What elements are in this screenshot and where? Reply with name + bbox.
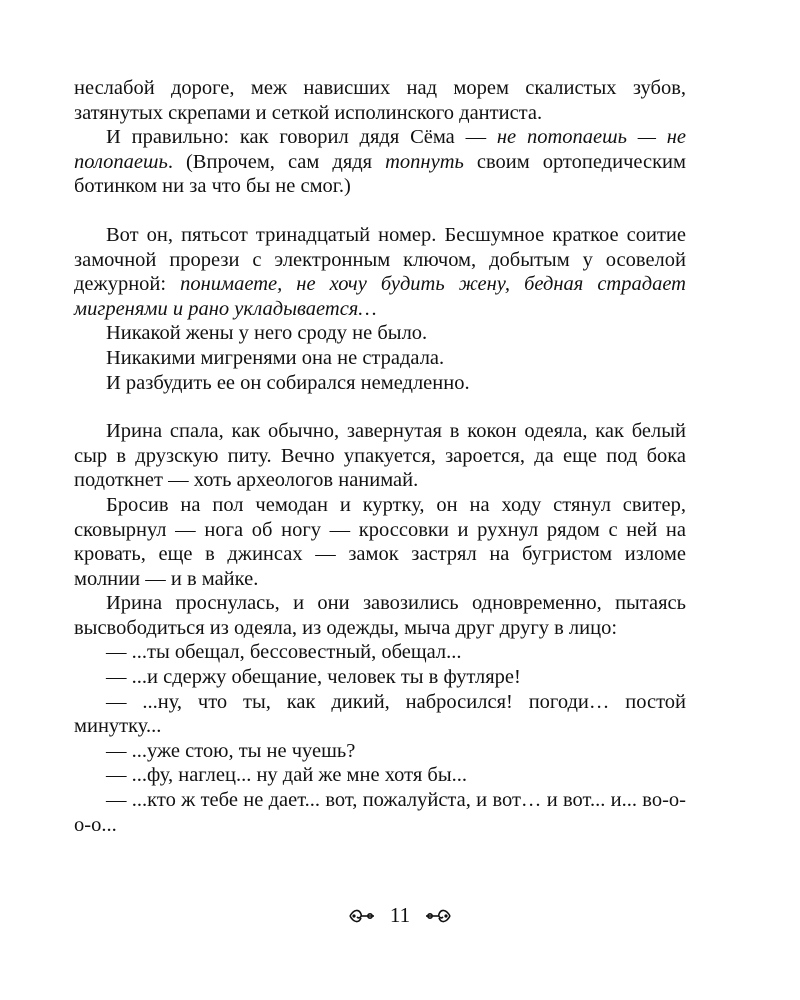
paragraph — [74, 321, 686, 346]
text-run: — ...фу, наглец... ну дай же мне хотя бы... — [106, 764, 467, 787]
paragraph — [74, 346, 686, 371]
text-run: Вот он, пятьсот тринадцатый номер. Бесшумное краткое соитие замочной прорези с электронным ключом, добытым у осовелой дежурной: — [74, 223, 686, 296]
paragraph — [74, 371, 686, 396]
text-run: И правильно: как говорил дядя Сёма — — [106, 126, 497, 149]
text-run: Бросив на пол чемодан и куртку, он на ходу стянул свитер, сковырнул — нога об ногу — кроссовки и рухнул рядом с ней на кровать, еще в джинсах — замок застрял на бугристом изломе молнии — и в майке. — [74, 493, 686, 590]
italic-text: понимаете, не хочу будить жену, бедная страдает мигренями и рано укладывается… — [74, 273, 686, 320]
paragraph — [74, 640, 686, 665]
italic-text: не потопаешь — не полопаешь — [74, 126, 686, 173]
fleuron-left-icon — [348, 906, 376, 926]
text-run: — ...ты обещал, бессовестный, обещал... — [106, 641, 462, 664]
text-run: И разбудить ее он собирался немедленно. — [106, 371, 470, 394]
text-run: — ...кто ж тебе не дает... вот, пожалуйста, и вот… и вот... и... во-о-о-о... — [74, 789, 686, 836]
paragraph — [74, 419, 686, 493]
body-text — [74, 76, 686, 837]
text-run: — ...ну, что ты, как дикий, набросился! погоди… постой минутку... — [74, 690, 686, 738]
paragraph — [74, 739, 686, 764]
paragraph — [74, 223, 686, 321]
text-run: — ...уже стою, ты не чуешь? — [106, 739, 356, 762]
text-run: Ирина проснулась, и они завозились одновременно, пытаясь высвободиться из одеяла, из одежды, мыча друг другу в лицо: — [74, 592, 686, 639]
paragraph — [74, 665, 686, 690]
text-run: — ...и сдержу обещание, человек ты в футляре! — [106, 666, 521, 689]
paragraph — [74, 690, 686, 739]
paragraph — [74, 788, 686, 837]
text-run: Никакими мигренями она не страдала. — [106, 346, 445, 369]
fleuron-right-icon — [424, 906, 452, 926]
text-run: . (Впрочем, сам дядя — [167, 150, 386, 173]
paragraph — [74, 493, 686, 591]
paragraph-gap — [74, 199, 686, 223]
text-run: неслабой дороге, меж нависших над морем скалистых зубов, затянутых скрепами и сеткой исполинского дантиста. — [74, 77, 686, 124]
page-number: 11 — [389, 903, 411, 927]
page-footer — [0, 903, 800, 928]
paragraph-gap — [74, 395, 686, 419]
italic-text: топнуть — [385, 150, 464, 173]
paragraph — [74, 76, 686, 125]
text-run: Ирина спала, как обычно, завернутая в кокон одеяла, как белый сыр в друзскую питу. Вечно упакуется, зароется, да еще под бока подоткнет — хоть археологов нанимай. — [74, 420, 686, 492]
text-run: своим ортопедическим ботинком ни за что бы не смог.) — [74, 150, 686, 198]
paragraph — [74, 125, 686, 199]
paragraph — [74, 763, 686, 788]
paragraph — [74, 591, 686, 640]
text-run: Никакой жены у него сроду не было. — [106, 322, 428, 345]
